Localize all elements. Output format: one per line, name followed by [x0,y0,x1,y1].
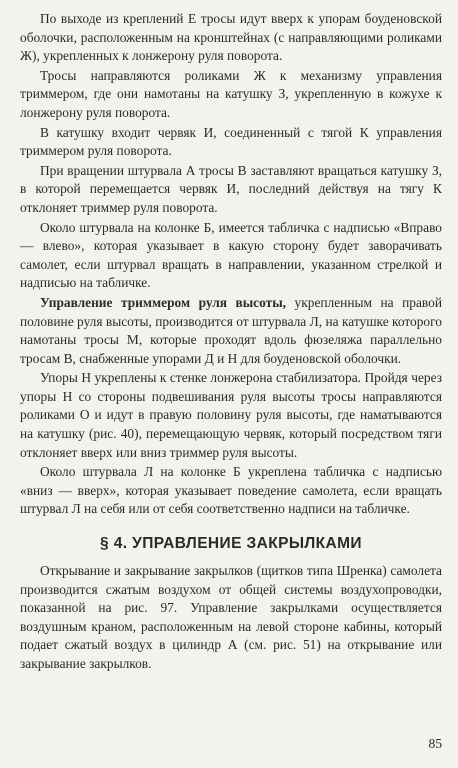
paragraph-9: Открывание и закрывание закрылков (щитков типа Шренка) самолета производится сжатым воздухом от общей системы воздухопроводки, показанной на рис. 97. Управление закрылками осуществляется воздушным краном, расположенным на левой стороне кабины, который подает сжатый воздух в цилиндр А (см. рис. 51) на открывание или закрывание закрылков. [20,563,442,671]
paragraph-8: Около штурвала Л на колонке Б укреплена табличка с надписью «вниз — вверх», которая указывает поведение самолета, если вращать штурвал Л на себя или от себя соответственно надписи на табличке. [20,464,442,517]
section-heading: § 4. УПРАВЛЕНИЕ ЗАКРЫЛКАМИ [100,535,362,553]
paragraph-1: По выходе из креплений Е тросы идут вверх к упорам боуденовской оболочки, расположенным на кронштейнах (с направляющими роликами Ж), укрепленных к лонжерону руля поворота. [20,11,442,64]
page-body [20,10,442,674]
paragraph-7: Упоры Н укреплены к стенке лонжерона стабилизатора. Пройдя через упоры Н со стороны подвешивания руля высоты тросы направляются роликами О и идут в правую половину руля высоты, где наматываются на катушку (рис. 40), перемещающую червяк, который посредством тяги отклоняет вверх или вниз триммер руля высоты. [20,370,442,460]
paragraph-6-text: укрепленным на правой половине руля высоты, производится от штурвала Л, на катушке которого намотаны тросы М, которые проходят вдоль фюзеляжа параллельно тросам В, снабженные упорами Д и Н для боуденовской оболочки. [20,294,443,366]
paragraph-5: Около штурвала на колонке Б, имеется табличка с надписью «Вправо — влево», которая указывает в какую сторону будет заворачивать самолет, если штурвал вращать в направлении, указанном стрелкой и надписью на табличке. [20,219,442,291]
page-number: 85 [428,736,442,751]
paragraph-6-lead: Управление триммером руля высоты, [40,294,287,310]
paragraph-6 [20,294,442,368]
paragraph-4: При вращении штурвала А тросы В заставляют вращаться катушку З, в которой перемещается червяк И, последний действуя на тягу К отклоняет триммер руля поворота. [20,162,442,215]
paragraph-2: Тросы направляются роликами Ж к механизму управления триммером, где они намотаны на катушку З, укрепленную в кожухе к лонжерону руля поворота. [20,67,442,120]
paragraph-3: В катушку входит червяк И, соединенный с тягой К управления триммером руля поворота. [20,124,442,159]
